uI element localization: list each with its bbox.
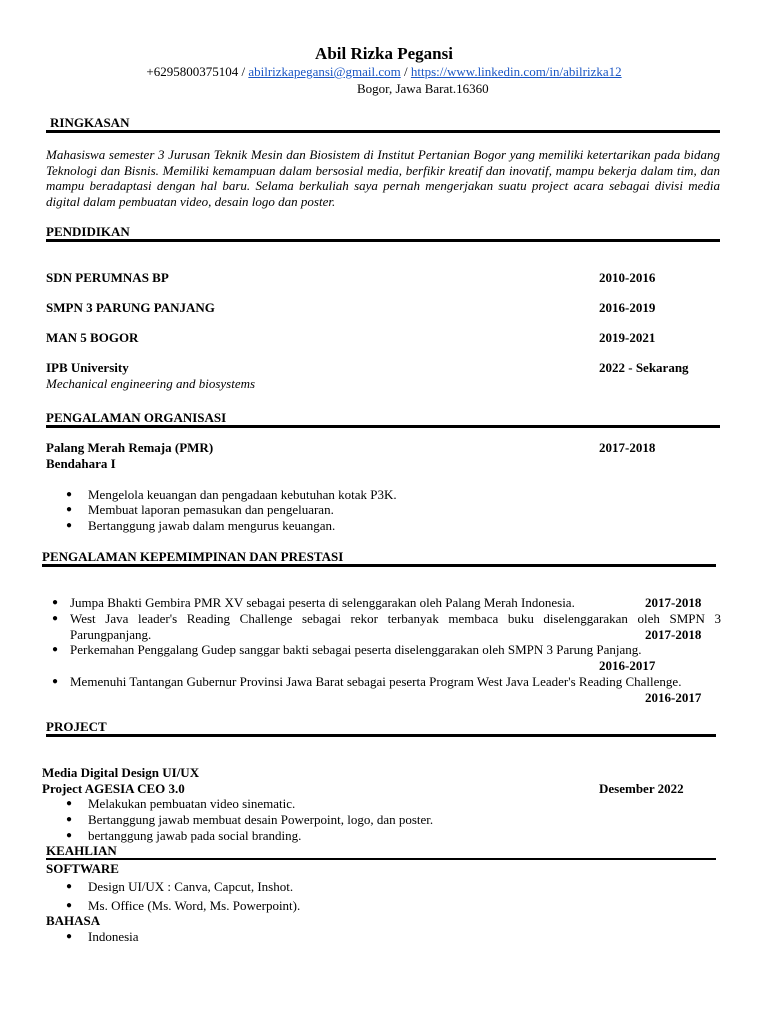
section-heading-organization: PENGALAMAN ORGANISASI: [46, 410, 227, 425]
project-date: Desember 2022: [599, 781, 684, 796]
education-years: 2022 - Sekarang: [599, 360, 689, 375]
list-item: Perkemahan Penggalang Gudep sanggar bakti sebagai peserta diselenggarakan oleh SMPN 3 Parung Panjang.: [70, 642, 642, 657]
education-years: 2016-2019: [599, 300, 656, 315]
list-item: Design UI/UX : Canva, Capcut, Inshot.: [88, 879, 294, 894]
leadership-years: 2016-2017: [645, 690, 702, 705]
section-divider: [42, 564, 716, 567]
bullet-icon: ●: [66, 798, 73, 809]
list-item: Jumpa Bhakti Gembira PMR XV sebagai peserta di selenggarakan oleh Palang Merah Indonesia.: [70, 595, 575, 610]
candidate-name: Abil Rizka Pegansi: [315, 44, 453, 63]
bullet-icon: ●: [66, 931, 73, 942]
section-divider: [46, 239, 720, 242]
section-divider: [46, 130, 720, 133]
bullet-icon: ●: [52, 597, 59, 608]
section-heading-leadership: PENGALAMAN KEPEMIMPINAN DAN PRESTASI: [42, 549, 344, 564]
list-item: Indonesia: [88, 929, 139, 944]
list-item: Bertanggung jawab dalam mengurus keuangan.: [88, 518, 336, 533]
address: Bogor, Jawa Barat.16360: [357, 81, 489, 96]
bullet-icon: ●: [52, 613, 59, 624]
separator: /: [238, 64, 249, 79]
bullet-icon: ●: [52, 676, 59, 687]
list-item: bertanggung jawab pada social branding.: [88, 828, 302, 843]
list-item: Memenuhi Tantangan Gubernur Provinsi Jawa Barat sebagai peserta Program West Java Leader's Reading Challenge.: [70, 674, 682, 689]
section-heading-summary: RINGKASAN: [50, 115, 130, 130]
section-divider: [46, 734, 716, 737]
education-major: Mechanical engineering and biosystems: [46, 376, 256, 391]
list-item: West Java leader's Reading Challenge sebagai rekor terbanyak membaca buku diselenggarakan oleh SMPN 3 Parungpanjang.: [70, 611, 721, 642]
linkedin-link[interactable]: https://www.linkedin.com/in/abilrizka12: [410, 64, 622, 79]
education-school: IPB University: [46, 360, 129, 375]
leadership-years: 2017-2018: [645, 595, 702, 610]
separator: /: [400, 64, 411, 79]
bullet-icon: ●: [66, 520, 73, 531]
organization-name: Palang Merah Remaja (PMR): [46, 440, 214, 455]
summary-text: Mahasiswa semester 3 Jurusan Teknik Mesin dan Biosistem di Institut Pertanian Bogor yang memiliki ketertarikan pada bidang Teknologi dan Bisnis. Memiliki kemampuan dalam bersosial media, berfikir kreatif dan inovatif, mampu bekerja dalam tim, dan mampu beradaptasi dengan hal baru. Selama berkuliah saya pernah mengerjakan suatu project acara sebagai divisi media digital dalam pembuatan video, desain logo dan poster.: [46, 147, 720, 209]
skills-software-heading: SOFTWARE: [46, 861, 119, 876]
section-heading-education: PENDIDIKAN: [46, 224, 130, 239]
education-school: SDN PERUMNAS BP: [46, 270, 169, 285]
leadership-years: 2016-2017: [599, 658, 656, 673]
list-item: Melakukan pembuatan video sinematic.: [88, 796, 296, 811]
contact-line: [0, 64, 768, 80]
project-division: Media Digital Design UI/UX: [42, 765, 200, 780]
education-years: 2019-2021: [599, 330, 656, 345]
list-item: Mengelola keuangan dan pengadaan kebutuhan kotak P3K.: [88, 487, 397, 502]
skills-language-heading: BAHASA: [46, 913, 101, 928]
organization-years: 2017-2018: [599, 440, 656, 455]
bullet-icon: ●: [66, 489, 73, 500]
project-name: Project AGESIA CEO 3.0: [42, 781, 185, 796]
leadership-years: 2017-2018: [645, 627, 702, 642]
section-divider: [46, 425, 720, 428]
email-link[interactable]: abilrizkapegansi@gmail.com: [248, 64, 401, 79]
section-heading-project: PROJECT: [46, 719, 107, 734]
bullet-icon: ●: [66, 814, 73, 825]
list-item: Bertanggung jawab membuat desain Powerpoint, logo, dan poster.: [88, 812, 434, 827]
bullet-icon: ●: [66, 881, 73, 892]
section-heading-skills: KEAHLIAN: [46, 843, 117, 858]
bullet-icon: ●: [66, 504, 73, 515]
list-item: Membuat laporan pemasukan dan pengeluaran.: [88, 502, 334, 517]
organization-role: Bendahara I: [46, 456, 116, 471]
list-item: Ms. Office (Ms. Word, Ms. Powerpoint).: [88, 898, 301, 913]
bullet-icon: ●: [66, 830, 73, 841]
bullet-icon: ●: [52, 644, 59, 655]
education-years: 2010-2016: [599, 270, 656, 285]
section-divider: [46, 858, 716, 860]
phone-number: +6295800375104: [146, 64, 239, 79]
bullet-icon: ●: [66, 900, 73, 911]
education-school: SMPN 3 PARUNG PANJANG: [46, 300, 215, 315]
education-school: MAN 5 BOGOR: [46, 330, 139, 345]
